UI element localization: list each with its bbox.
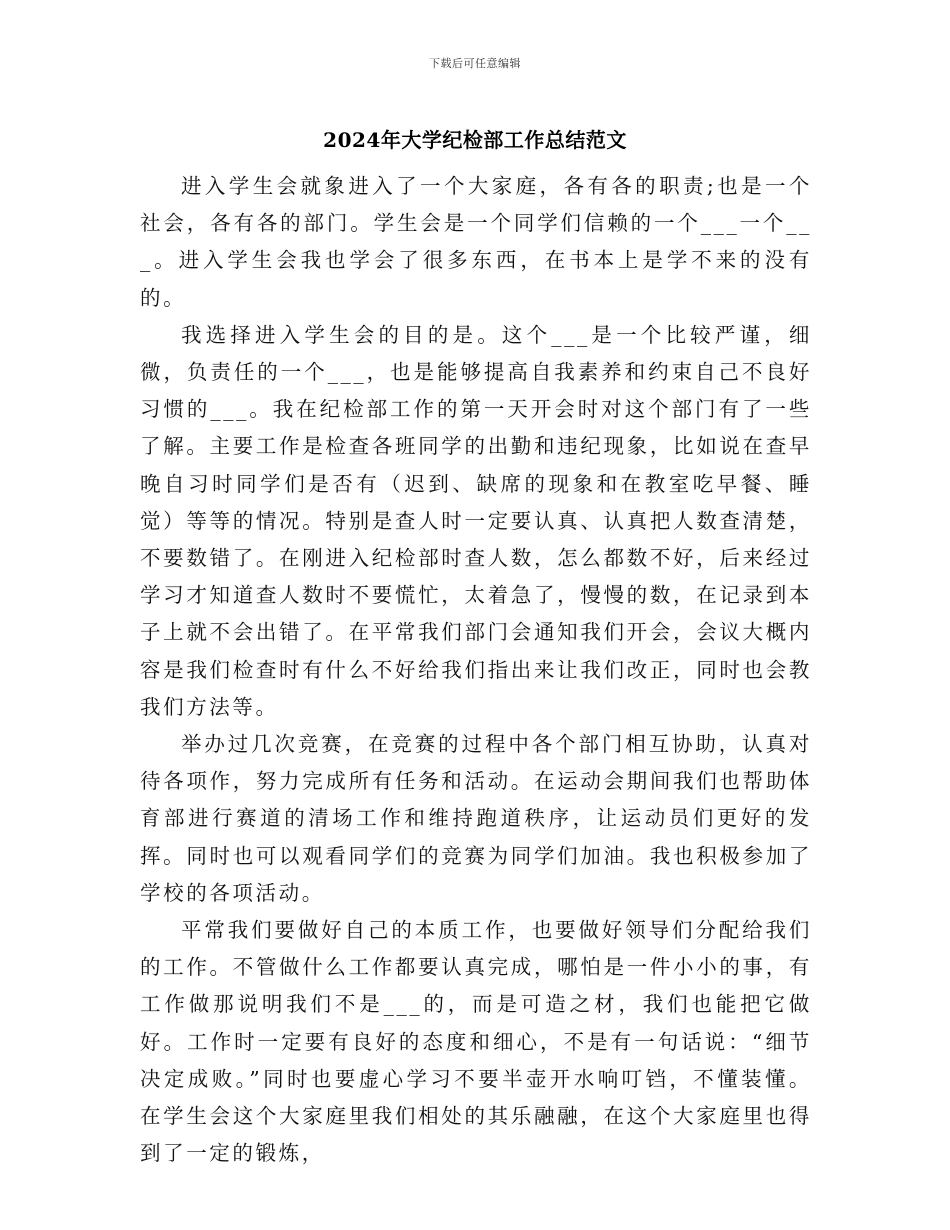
document-body: [140, 168, 812, 1172]
paragraph-2: 我选择进入学生会的目的是。这个___是一个比较严谨，细微，负责任的一个___，也是能够提高自我素养和约束自己不良好习惯的___。我在纪检部工作的第一天开会时对这个部门有了一些了解。主要工作是检查各班同学的出勤和违纪现象，比如说在查早晚自习时同学们是否有（迟到、缺席的现象和在教室吃早餐、睡觉）等等的情况。特别是查人时一定要认真、认真把人数查清楚，不要数错了。在刚进入纪检部时查人数，怎么都数不好，后来经过学习才知道查人数时不要慌忙，太着急了，慢慢的数，在记录到本子上就不会出错了。在平常我们部门会通知我们开会，会议大概内容是我们检查时有什么不好给我们指出来让我们改正，同时也会教我们方法等。: [140, 322, 812, 719]
document-title: 2024年大学纪检部工作总结范文: [323, 128, 627, 152]
paragraph-3: 举办过几次竞赛，在竞赛的过程中各个部门相互协助，认真对待各项作，努力完成所有任务和活动。在运动会期间我们也帮助体育部进行赛道的清场工作和维持跑道秩序，让运动员们更好的发挥。同时也可以观看同学们的竞赛为同学们加油。我也积极参加了学校的各项活动。: [140, 732, 812, 905]
paragraph-1: 进入学生会就象进入了一个大家庭，各有各的职责;也是一个社会，各有各的部门。学生会是一个同学们信赖的一个___一个___。进入学生会我也学会了很多东西，在书本上是学不来的没有的。: [140, 174, 812, 310]
paragraph-4: 平常我们要做好自己的本质工作，也要做好领导们分配给我们的工作。不管做什么工作都要认真完成，哪怕是一件小小的事，有工作做那说明我们不是___的，而是可造之材，我们也能把它做好。工作时一定要有良好的态度和细心，不是有一句话说：“细节决定成败。”同时也要虚心学习不要半壶开水响叮铛，不懂装懂。在学生会这个大家庭里我们相处的其乐融融，在这个大家庭里也得到了一定的锻炼，: [140, 918, 812, 1166]
header-note: 下载后可任意编辑: [429, 57, 521, 70]
